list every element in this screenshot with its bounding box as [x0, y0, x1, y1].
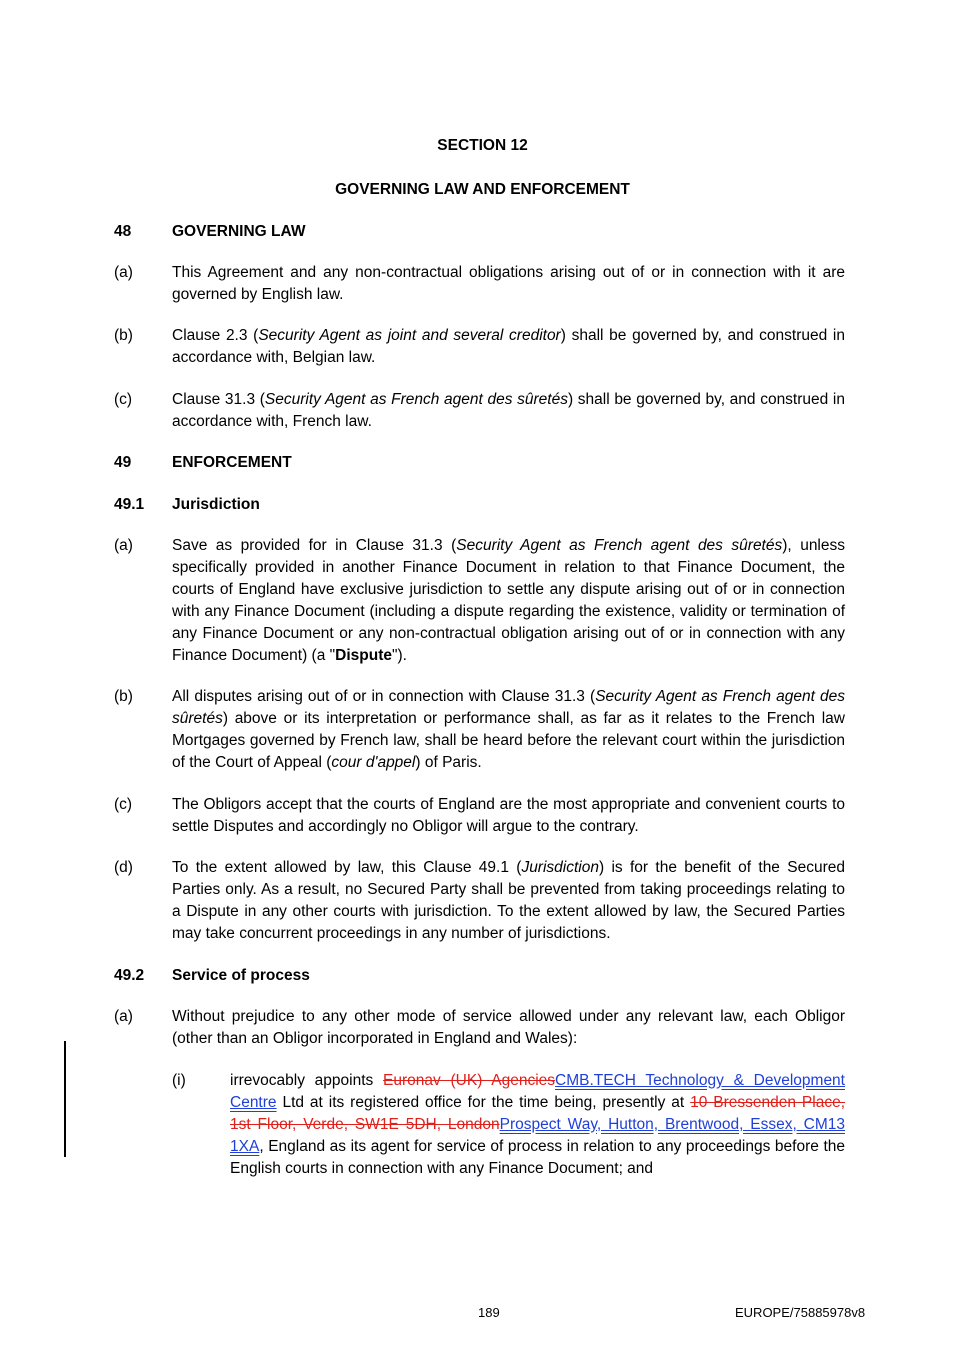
clause-49-1-a: [114, 535, 845, 667]
para-text: Clause 31.3 (Security Agent as French agent des sûretés) shall be governed by, and construed in accordance with, French law.: [172, 391, 845, 430]
para-label: (a): [114, 537, 133, 554]
para-label: (b): [114, 688, 133, 705]
section-subtitle: GOVERNING LAW AND ENFORCEMENT: [335, 181, 630, 198]
clause-48-c: [114, 389, 845, 433]
document-reference: EUROPE/75885978v8: [735, 1305, 866, 1320]
clause-number: 49.1: [114, 496, 145, 513]
clause-title: Jurisdiction: [172, 496, 260, 513]
clause-number: 49: [114, 454, 132, 471]
section-title: SECTION 12: [437, 137, 528, 154]
clause-number: 49.2: [114, 967, 145, 984]
para-text: Clause 2.3 (Security Agent as joint and several creditor) shall be governed by, and construed in accordance with, Belgian law.: [172, 327, 845, 366]
inserted-text: Prospect Way, Hutton, Brentwood, Essex, CM13 1XA: [230, 1116, 845, 1155]
deleted-text: Euronav (UK) Agencies: [383, 1072, 556, 1089]
clause-number: 48: [114, 223, 132, 240]
para-text: The Obligors accept that the courts of England are the most appropriate and convenient courts to settle Disputes and accordingly no Obligor will argue to the contrary.: [172, 796, 845, 835]
clause-48-heading: [114, 221, 305, 243]
clause-title: ENFORCEMENT: [172, 454, 292, 471]
para-text: To the extent allowed by law, this Clause 49.1 (Jurisdiction) is for the benefit of the Secured Parties only. As a result, no Secured Party shall be prevented from taking proceedings relating to a Dispute in any other courts with jurisdiction. To the extent allowed by law, the Secured Parties may take concurrent proceedings in any number of jurisdictions.: [172, 859, 845, 942]
para-label: (c): [114, 796, 133, 813]
clause-49-1-c: [114, 794, 845, 838]
para-label: (c): [114, 391, 133, 408]
para-text: Without prejudice to any other mode of service allowed under any relevant law, each Obligor (other than an Obligor incorporated in England and Wales):: [172, 1008, 845, 1047]
clause-48-b: [114, 325, 845, 369]
clause-49-2-a: [114, 1006, 845, 1050]
clause-49-1-d: [114, 857, 845, 945]
clause-49-heading: [114, 452, 292, 474]
inserted-text: CMB.TECH Technology & Development Centre: [230, 1072, 845, 1111]
clause-49-1-b: [114, 686, 845, 774]
para-label: (b): [114, 327, 133, 344]
clause-title: Service of process: [172, 967, 310, 984]
para-label: (d): [114, 859, 133, 876]
clause-48-a: [114, 262, 845, 306]
para-text: This Agreement and any non-contractual obligations arising out of or in connection with it are governed by English law.: [172, 264, 845, 303]
clause-49-2-heading: [114, 965, 310, 987]
page-number: 189: [478, 1305, 500, 1320]
para-label: (i): [172, 1072, 186, 1089]
para-text: Save as provided for in Clause 31.3 (Security Agent as French agent des sûretés), unless specifically provided in another Finance Document in relation to that Finance Document, the courts of England have exclusive jurisdiction to settle any dispute arising out of or in connection with any Finance Document (including a dispute regarding the existence, validity or termination of any Finance Document or any non-contractual obligation arising out of or in connection with any Finance Document) (a "Dispute").: [172, 537, 846, 664]
clause-49-1-heading: [114, 494, 260, 516]
clause-title: GOVERNING LAW: [172, 223, 306, 240]
clause-49-2-a-i: [172, 1070, 845, 1180]
para-label: (a): [114, 1008, 133, 1025]
deleted-text: 10 Bressenden Place, 1st Floor, Verde, SW1E 5DH, London: [230, 1094, 846, 1133]
para-label: (a): [114, 264, 133, 281]
para-text: All disputes arising out of or in connection with Clause 31.3 (Security Agent as French agent des sûretés) above or its interpretation or performance shall, as far as it relates to the French law Mortgages governed by French law, shall be heard before the relevant court within the jurisdiction of the Court of Appeal (cour d'appel) of Paris.: [172, 688, 846, 771]
para-text: irrevocably appoints Euronav (UK) AgenciesCMB.TECH Technology & Development Centre Ltd at its registered office for the time being, presently at 10 Bressenden Place, 1st Floor, Verde, SW1E 5DH, LondonProspect Way, Hutton, Brentwood, Essex, CM13 1XA, England as its agent for service of process in relation to any proceedings before the English courts in connection with any Finance Document; and: [230, 1072, 846, 1177]
change-bar: [64, 1041, 66, 1157]
